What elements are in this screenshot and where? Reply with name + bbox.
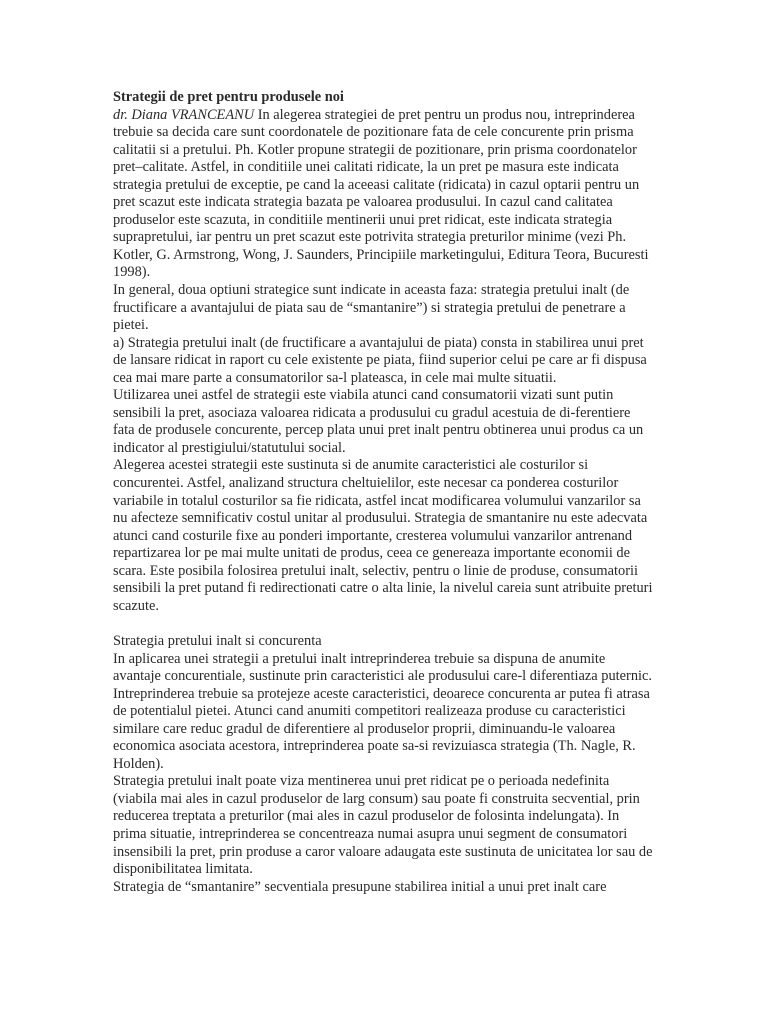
paragraph: Utilizarea unei astfel de strategii este viabila atunci cand consumatorii vizati sunt putin sensibili la pret, asociaza valoarea ridicata a produsului cu gradul acestuia de di-ferentiere fata de produsele concurente, percep plata unui pret inalt pentru obtinerea unui produs ca un indicator al prestigiului/statutului social. (113, 387, 644, 456)
intro-paragraph (113, 107, 653, 282)
paragraph: Strategia pretului inalt poate viza mentinerea unui pret ridicat pe o perioada nedefinita (viabila mai ales in cazul produselor de larg consum) sau poate fi construita secvential, prin reducerea treptata a preturilor (mai ales in cazul produselor de folosinta indelungata). In prima situatie, intreprinderea se concentreaza numai asupra unui segment de consumatori insensibili la pret, prin produse a caror valoare adaugata este sustinuta de unicitatea lor sau de disponibilitatea limitata. (113, 773, 653, 878)
paragraph: In general, doua optiuni strategice sunt indicate in aceasta faza: strategia pretului inalt (de fructificare a avantajului de piata sau de “smantanire”) si strategia pretului de penetrare a pietei. (113, 282, 630, 334)
document-page (113, 89, 653, 896)
blank-line (113, 615, 653, 633)
paragraph: In aplicarea unei strategii a pretului inalt intreprinderea trebuie sa dispuna de anumite avantaje concurentiale, sustinute prin caracteristici ale produsului care-l diferentiaza puternic. Intreprinderea trebuie sa protejeze aceste caracteristici, deoarece concurenta ar putea fi atrasa de potentialul pietei. Atunci cand anumiti competitori realizeaza produse cu caracteristici similare care reduc gradul de diferentiere al produselor proprii, diminuandu-le valoarea economica asociata acestora, intreprinderea poate sa-si revizuiasca strategia (Th. Nagle, R. Holden). (113, 650, 652, 772)
paragraph: Alegerea acestei strategii este sustinuta si de anumite caracteristici ale costurilor si concurentei. Astfel, analizand structura cheltuielilor, este necesar ca ponderea costurilor variabile in totalul costurilor sa fie ridicata, astfel incat modificarea volumului vanzarilor sa nu afecteze semnificativ costul unitar al produsului. Strategia de smantanire nu este adecvata atunci cand costurile fixe au ponderi importante, cresterea volumului vanzarilor antrenand repartizarea lor pe mai multe unitati de produs, ceea ce genereaza importante economii de scara. Este posibila folosirea pretului inalt, selectiv, pentru o linie de produse, consumatorii sensibili la pret putand fi redirectionati catre o alta linie, la nivelul careia sunt atribuite preturi scazute. (113, 457, 653, 614)
intro-text: In alegerea strategiei de pret pentru un produs nou, intreprinderea trebuie sa decida care sunt coordonatele de pozitionare fata de cele concurente prin prisma calitatii si a pretului. Ph. Kotler propune strategii de pozitionare, prin prisma coordonatelor pret–calitate. Astfel, in conditiile unei calitati ridicate, la un pret pe masura este indicata strategia pretului de exceptie, pe cand la aceeasi calitate (ridicata) in cazul optarii pentru un pret scazut este indicata strategia bazata pe valoarea produsului. In cazul cand calitatea produselor este scazuta, in conditiile mentinerii unui pret ridicat, este indicata strategia suprapretului, iar pentru un pret scazut este potrivita strategia preturilor minime (vezi Ph. Kotler, G. Armstrong, Wong, J. Saunders, Principiile marketingului, Editura Teora, Bucuresti 1998). (113, 106, 649, 281)
paragraph: a) Strategia pretului inalt (de fructificare a avantajului de piata) consta in stabilirea unui pret de lansare ridicat in raport cu cele existente pe piata, fiind superior celui pe care ar fi dispusa cea mai mare parte a consumatorilor sa-l plateasca, in cele mai multe situatii. (113, 334, 647, 386)
document-title: Strategii de pret pentru produsele noi (113, 89, 344, 105)
section-heading: Strategia pretului inalt si concurenta (113, 632, 322, 649)
author-name: dr. Diana VRANCEANU (113, 106, 255, 123)
paragraph: Strategia de “smantanire” secventiala presupune stabilirea initial a unui pret inalt care (113, 878, 607, 895)
